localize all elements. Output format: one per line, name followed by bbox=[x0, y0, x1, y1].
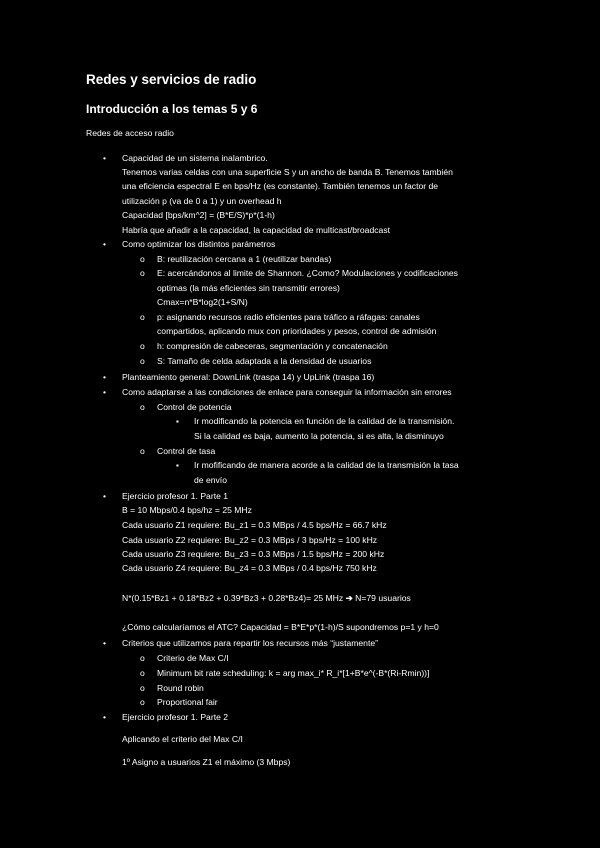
equation-result: N=79 usuarios bbox=[355, 593, 411, 603]
sub-bullet-icon bbox=[140, 683, 145, 694]
text-line: Round robin bbox=[157, 683, 204, 693]
text-line: Tenemos varias celdas con una superficie S y un ancho de banda B. Tenemos también bbox=[122, 167, 453, 177]
equation-text: N*(0.15*Bz1 + 0.18*Bz2 + 0.39*Bz3 + 0.28*Bz4)= 25 MHz bbox=[122, 593, 344, 603]
text-line: Criterios que utilizamos para repartir los recursos más “justamente” bbox=[122, 638, 378, 648]
text-line: Ir modificando la potencia en función de la calidad de la transmisión. bbox=[194, 416, 455, 426]
arrow-right-icon: ➔ bbox=[345, 593, 353, 603]
text-line: Como optimizar los distintos parámetros bbox=[122, 239, 276, 249]
square-bullet-icon bbox=[176, 460, 179, 471]
text-line: p: asignando recursos radio eficientes para tráfico a ráfagas: canales bbox=[157, 312, 420, 322]
text-line: compartidos, aplicando mux con prioridades y pesos, control de admisión bbox=[157, 326, 437, 336]
text-line: Cada usuario Z3 requiere: Bu_z3 = 0.3 MBps / 1.5 bps/Hz = 200 kHz bbox=[122, 549, 385, 559]
square-bullet-icon bbox=[176, 416, 179, 427]
text-line: Habría que añadir a la capacidad, la capacidad de multicast/broadcast bbox=[122, 225, 391, 235]
bullet-icon bbox=[103, 153, 106, 164]
equation-line bbox=[122, 593, 411, 604]
bullet-icon bbox=[103, 638, 106, 649]
text-line: B = 10 Mbps/0.4 bps/hz = 25 MHz bbox=[122, 505, 252, 515]
text-line: Minimum bit rate scheduling: k = arg max_i* R_i*[1+B*e^(-B*(Ri-Rmin))] bbox=[157, 668, 430, 678]
text-line: Ejercicio profesor 1. Parte 1 bbox=[122, 491, 229, 501]
sub-bullet-icon bbox=[140, 312, 145, 323]
text-line: Cada usuario Z4 requiere: Bu_z4 = 0.3 MBps / 0.4 bps/Hz 750 kHz bbox=[122, 563, 377, 573]
text-line: Capacidad de un sistema inalambrico. bbox=[122, 153, 268, 163]
sub-bullet-icon bbox=[140, 668, 145, 679]
sub-bullet-icon bbox=[140, 697, 145, 708]
section-heading: Redes de acceso radio bbox=[86, 128, 174, 138]
text-line: ¿Cómo calcularíamos el ATC? Capacidad = B*E*p*(1-h)/S supondremos p=1 y h=0 bbox=[122, 622, 439, 632]
document-subtitle: Introducción a los temas 5 y 6 bbox=[86, 102, 258, 116]
text-line: B: reutilización cercana a 1 (reutilizar bandas) bbox=[157, 254, 332, 264]
text-line: Capacidad [bps/km^2] = (B*E/S)*p*(1-h) bbox=[122, 210, 275, 220]
text-line: Cada usuario Z2 requiere: Bu_z2 = 0.3 MBps / 3 bps/Hz = 100 kHz bbox=[122, 535, 378, 545]
text-line: h: compresión de cabeceras, segmentación y concatenación bbox=[157, 341, 388, 351]
text-line: una eficiencia espectral E en bps/Hz (es constante). También tenemos un factor de bbox=[122, 181, 439, 191]
bullet-icon bbox=[103, 372, 106, 383]
sub-bullet-icon bbox=[140, 356, 145, 367]
bullet-icon bbox=[103, 491, 106, 502]
text-line: 1º Asigno a usuarios Z1 el máximo (3 Mbps) bbox=[122, 757, 291, 767]
text-line: Control de tasa bbox=[157, 446, 216, 456]
text-line: Ejercicio profesor 1. Parte 2 bbox=[122, 712, 229, 722]
sub-bullet-icon bbox=[140, 653, 145, 664]
bullet-icon bbox=[103, 712, 106, 723]
text-line: S: Tamaño de celda adaptada a la densidad de usuarios bbox=[157, 356, 372, 366]
document-title: Redes y servicios de radio bbox=[86, 72, 257, 87]
text-line: Cmax=n*B*log2(1+S/N) bbox=[157, 297, 248, 307]
text-line: Aplicando el criterio del Max C/I bbox=[122, 734, 243, 744]
sub-bullet-icon bbox=[140, 254, 145, 265]
text-line: Como adaptarse a las condiciones de enlace para conseguir la información sin errores bbox=[122, 387, 452, 397]
text-line: de envío bbox=[194, 475, 227, 485]
sub-bullet-icon bbox=[140, 341, 145, 352]
sub-bullet-icon bbox=[140, 402, 145, 413]
text-line: Criterio de Max C/I bbox=[157, 653, 229, 663]
bullet-icon bbox=[103, 239, 106, 250]
bullet-icon bbox=[103, 387, 106, 398]
text-line: Ir mofificando de manera acorde a la calidad de la transmisión la tasa bbox=[194, 460, 459, 470]
text-line: Si la calidad es baja, aumento la potencia, si es alta, la disminuyo bbox=[194, 431, 444, 441]
text-line: utilización p (va de 0 a 1) y un overhead h bbox=[122, 196, 282, 206]
text-line: Proportional fair bbox=[157, 697, 218, 707]
text-line: optimas (la más eficientes sin transmitir errores) bbox=[157, 283, 340, 293]
sub-bullet-icon bbox=[140, 446, 145, 457]
text-line: Control de potencia bbox=[157, 402, 232, 412]
sub-bullet-icon bbox=[140, 268, 145, 279]
text-line: E: acercándonos al limite de Shannon. ¿Como? Modulaciones y codificaciones bbox=[157, 268, 458, 278]
text-line: Cada usuario Z1 requiere: Bu_z1 = 0.3 MBps / 4.5 bps/Hz = 66.7 kHz bbox=[122, 520, 387, 530]
text-line: Planteamiento general: DownLink (traspa 14) y UpLink (traspa 16) bbox=[122, 372, 375, 382]
